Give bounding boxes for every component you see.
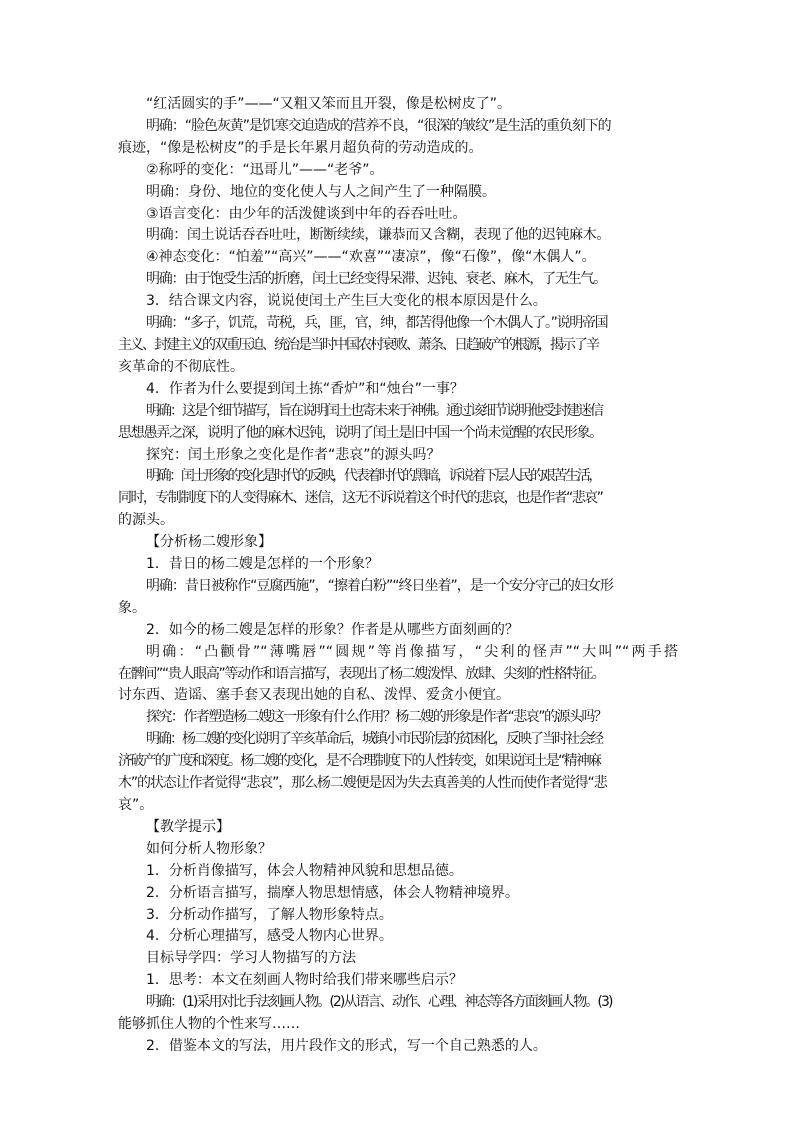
text-line: 目标导学四：学习人物描写的方法 [146,950,356,967]
body-text [118,94,678,1058]
text-line: 2．分析语言描写，揣摩人物思想情感，体会人物精神境界。 [146,884,519,901]
text-line: 明确：昔日被称作“豆腐西施”，“擦着白粉”“终日坐着”，是一个安分守己的妇女形 [146,577,613,594]
text-line: 能够抓住人物的个性来写…… [118,1016,300,1033]
text-line: 木”的状态让作者觉得“悲哀”，那么杨二嫂便是因为失去真善美的人性而使作者觉得“悲 [118,775,607,792]
text-line: 探究：作者塑造杨二嫂这一形象有什么作用？杨二嫂的形象是作者“悲哀”的源头吗？ [146,709,607,726]
text-line: 4．分析心理描写，感受人物内心世界。 [146,928,393,945]
text-line: 同时，专制制度下的人变得麻木、迷信，这无不诉说着这个时代的悲哀，也是作者“悲哀” [118,490,603,507]
text-line: 2．如今的杨二嫂是怎样的形象？作者是从哪些方面刻画的？ [146,621,519,638]
text-line: 明确：(1)采用对比手法刻画人物。(2)从语言、动作、心理、神态等各方面刻画人物。(3) [146,994,612,1011]
text-line: 【教学提示】 [146,818,230,835]
text-line: 象。 [118,599,146,616]
text-line: 讨东西、造谣、塞手套又表现出她的自私、泼悍、爱贪小便宜。 [118,687,510,704]
text-line: 哀”。 [118,797,154,813]
text-line: 3．结合课文内容，说说使闰土产生巨大变化的根本原因是什么。 [146,293,547,310]
text-line: 4．作者为什么要提到闰土拣“香炉”和“烛台”一事？ [146,380,464,397]
text-line: 明确：闰土说话吞吞吐吐，断断续续，谦恭而又含糊，表现了他的迟钝麻木。 [146,227,610,244]
text-line: 探究：闰土形象之变化是作者“悲哀”的源头吗？ [146,446,441,463]
text-line: 明确：身份、地位的变化使人与人之间产生了一种隔膜。 [146,183,496,200]
text-line: 明确：“凸颧骨”“薄嘴唇”“圆规”等肖像描写，“尖利的怪声”“大叫”“两手搭 [146,643,678,660]
text-line: 在髀间”“贵人眼高”等动作和语言描写，表现出了杨二嫂泼悍、放肆、尖刻的性格特征。 [118,665,605,682]
text-line: 明确：这是个细节描写，旨在说明闰土也寄未来于神佛。通过该细节说明他受封建迷信 [146,402,602,419]
text-line: 明确：闰土形象的变化是时代的反映，代表着时代的黑暗，诉说着下层人民的艰苦生活， [146,468,600,485]
text-line: ②称呼的变化：“迅哥儿”——“老爷”。 [146,161,384,178]
text-line: 主义、封建主义的双重压迫、统治是当时中国农村衰败、萧条、日趋破产的根源，揭示了辛 [118,336,598,353]
text-line: 如何分析人物形象？ [146,840,272,857]
text-line: 的源头。 [118,512,174,529]
text-line: 1．昔日的杨二嫂是怎样的一个形象？ [146,556,379,573]
text-line: 1．分析肖像描写，体会人物精神风貌和思想品德。 [146,862,463,879]
text-line: 【分析杨二嫂形象】 [146,534,272,551]
text-line: ③语言变化：由少年的活泼健谈到中年的吞吞吐吐。 [146,205,467,222]
text-line: 3．分析动作描写，了解人物形象特点。 [146,906,393,923]
text-line: 济破产的广度和深度。杨二嫂的变化，是不合理制度下的人性转变，如果说闰土是“精神麻 [118,753,601,770]
text-line: 痕迹，“像是松树皮”的手是长年累月超负荷的劳动造成的。 [118,139,483,156]
text-line: 亥革命的不彻底性。 [118,358,244,375]
text-line: 1．思考：本文在刻画人物时给我们带来哪些启示？ [146,972,463,989]
text-line: 思想愚弄之深，说明了他的麻木迟钝，说明了闰土是旧中国一个尚未觉醒的农民形象。 [118,424,602,441]
text-line: 明确：杨二嫂的变化说明了辛亥革命后，城镇小市民阶层的贫困化，反映了当时社会经 [146,731,602,748]
text-line: 2．借鉴本文的写法，用片段作文的形式，写一个自己熟悉的人。 [146,1037,547,1054]
text-line: 明确：“多子，饥荒，苛税，兵，匪，官，绅，都苦得他像一个木偶人了。”说明帝国 [146,315,608,332]
text-line: “红活圆实的手”——“又粗又笨而且开裂，像是松树皮了”。 [146,96,512,112]
text-line: 明确：由于饱受生活的折磨，闰土已经变得呆滞、迟钝、衰老、麻木，了无生气。 [146,271,606,288]
text-line: 明确：“脸色灰黄”是饥寒交迫造成的营养不良，“很深的皱纹”是生活的重负刻下的 [146,117,611,134]
text-line: ④神态变化：“怕羞”“高兴”——“欢喜”“凄凉”，像“石像”，像“木偶人”。 [146,249,596,266]
